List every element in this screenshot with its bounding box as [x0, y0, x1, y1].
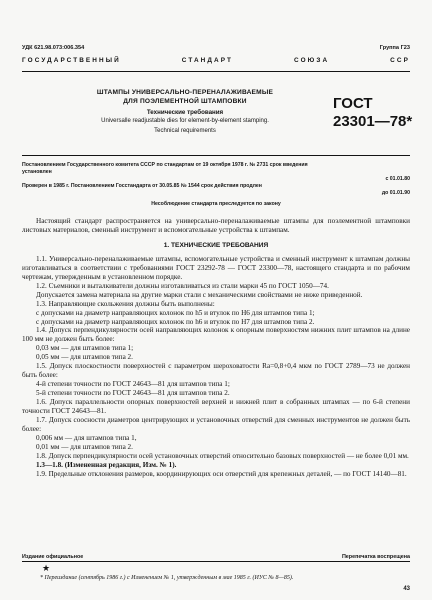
extended-date: до 01.01.90: [381, 190, 410, 196]
star-icon: ★: [42, 563, 51, 573]
title-en-line2: Technical requirements: [154, 127, 216, 134]
clause-1-5-b: 5-й степени точности по ГОСТ 24643—81 для штампов типа 2.: [36, 389, 230, 398]
clause-1-4-b: 0,05 мм — для штампов типа 2.: [36, 353, 133, 362]
clause-1-2: 1.2. Съемники и выталкиватели должны изготавливаться из стали марки 45 по ГОСТ 1050—74.: [36, 281, 329, 290]
clause-1-5-a: 4-й степени точности по ГОСТ 24643—81 для штампов типа 1;: [36, 380, 230, 389]
reissue-note: * Переиздание (сентябрь 1986 г.) с Изменением № 1, утвержденным в мае 1985 г. (ИУС № 8—85).: [40, 575, 294, 581]
udk-code: УДК 621.98.073:006.354: [22, 45, 85, 51]
clause-1-9: 1.9. Предельные отклонения размеров, координирующих оси отверстий для крепежных деталей, — по ГОСТ 14140—81.: [36, 469, 407, 478]
title-en-line1: Universalle readjustable dies for element-by-element stamping.: [101, 118, 269, 124]
intro-paragraph: Настоящий стандарт распространяется на универсально-переналаживаемые штампы для поэлементной штамповки листовых материалов, сменный инструмент и вспомогательные устройства к штампам.: [22, 217, 410, 234]
group-code: Группа Г23: [379, 45, 410, 51]
title-ru-line2: ДЛЯ ПОЭЛЕМЕНТНОЙ ШТАМПОВКИ: [123, 98, 247, 105]
clause-1-8: 1.8. Допуск перпендикулярности осей установочных отверстий относительно базовых поверхностей — не более 0,01 мм.: [36, 451, 409, 460]
law-notice: Несоблюдение стандарта преследуется по закону: [151, 201, 281, 207]
clause-1-4-a: 0,03 мм — для штампов типа 1;: [36, 344, 134, 353]
approval-line-cont: установлен: [22, 169, 52, 175]
clause-1-7-b: 0,01 мм — для штампов типа 2.: [36, 442, 133, 451]
reprint-label: Перепечатка воспрещена: [341, 554, 410, 560]
clause-1-6: 1.6. Допуск параллельности опорных поверхностей верхней и нижней плит в собранных штампах — по 6-й степени точности ГОСТ 24643—81.: [22, 398, 410, 416]
section-heading: 1. ТЕХНИЧЕСКИЕ ТРЕБОВАНИЯ: [163, 241, 269, 249]
clause-1-3: 1.3. Направляющие скольжения должны быть выполнены:: [36, 299, 215, 308]
header-word: ГОСУДАРСТВЕННЫЙ: [22, 57, 121, 64]
title-ru-subtitle: Технические требования: [146, 109, 224, 116]
review-line: Проверен в 1985 г. Постановлением Госстандарта от 30.05.85 № 1544 срок действия продлен: [22, 183, 262, 189]
header-word: СТАНДАРТ: [181, 57, 234, 64]
page-number: 43: [403, 586, 410, 592]
clause-1-3-b: с допусками на диаметр направляющих колонок по h6 и втулок по H7 для штампов типа 2.: [36, 317, 315, 326]
clause-1-3-a: с допусками на диаметр направляющих колонок по h5 и втулок по H6 для штампов типа 1;: [36, 308, 315, 317]
edition-footer: [22, 554, 410, 560]
edition-label: Издание официальное: [22, 554, 84, 560]
gost-number: [333, 95, 412, 131]
gost-label: ГОСТ: [333, 95, 373, 112]
title-block: [60, 88, 310, 135]
clause-1-5: 1.5. Допуск плоскостности поверхностей с параметром шероховатости Ra=0,8+0,4 мкм по ГОСТ 2789—73 не должен быть более:: [22, 362, 410, 380]
clause-1-2-note: Допускается замена материала на другие марки стали с механическими свойствами не ниже приведенной.: [36, 290, 363, 299]
clause-1-7-a: 0,006 мм — для штампов типа 1,: [36, 433, 137, 442]
header-rule: [22, 71, 410, 72]
approval-line: Постановлением Государственного комитета СССР по стандартам от 19 октября 1978 г. № 2731 срок введения: [22, 162, 308, 168]
clause-1-7: 1.7. Допуск соосности диаметров центрирующих и установочных отверстий для сменных инструментов не должен быть более:: [22, 416, 410, 433]
header-word: СОЮЗА: [294, 57, 330, 64]
title-ru-line1: ШТАМПЫ УНИВЕРСАЛЬНО-ПЕРЕНАЛАЖИВАЕМЫЕ: [96, 89, 274, 96]
footer-rule: [22, 561, 410, 562]
amendment-note: 1.3—1.8. (Измененная редакция, Изм. № 1).: [36, 460, 177, 469]
effective-date: с 01.01.80: [385, 176, 410, 182]
header-word: ССР: [390, 57, 410, 64]
document-body: [22, 217, 410, 479]
clause-1-1: 1.1. Универсально-переналаживаемые штампы, вспомогательные устройства и сменный инструмент к штампам должны изготавливаться в соответствии с требованиями ГОСТ 23292-78 — ГОСТ 23300—78, настоящего стандарта и по рабочим чертежам, утвержденным в установленном порядке.: [22, 254, 410, 281]
standard-header: [22, 57, 410, 64]
title-rule: [22, 155, 410, 156]
clause-1-4: 1.4. Допуск перпендикулярности осей направляющих колонок к опорным поверхностям нижних плит штампов на длине 100 мм не должен быть более:: [22, 326, 410, 344]
gost-code: 23301—78*: [333, 113, 413, 130]
